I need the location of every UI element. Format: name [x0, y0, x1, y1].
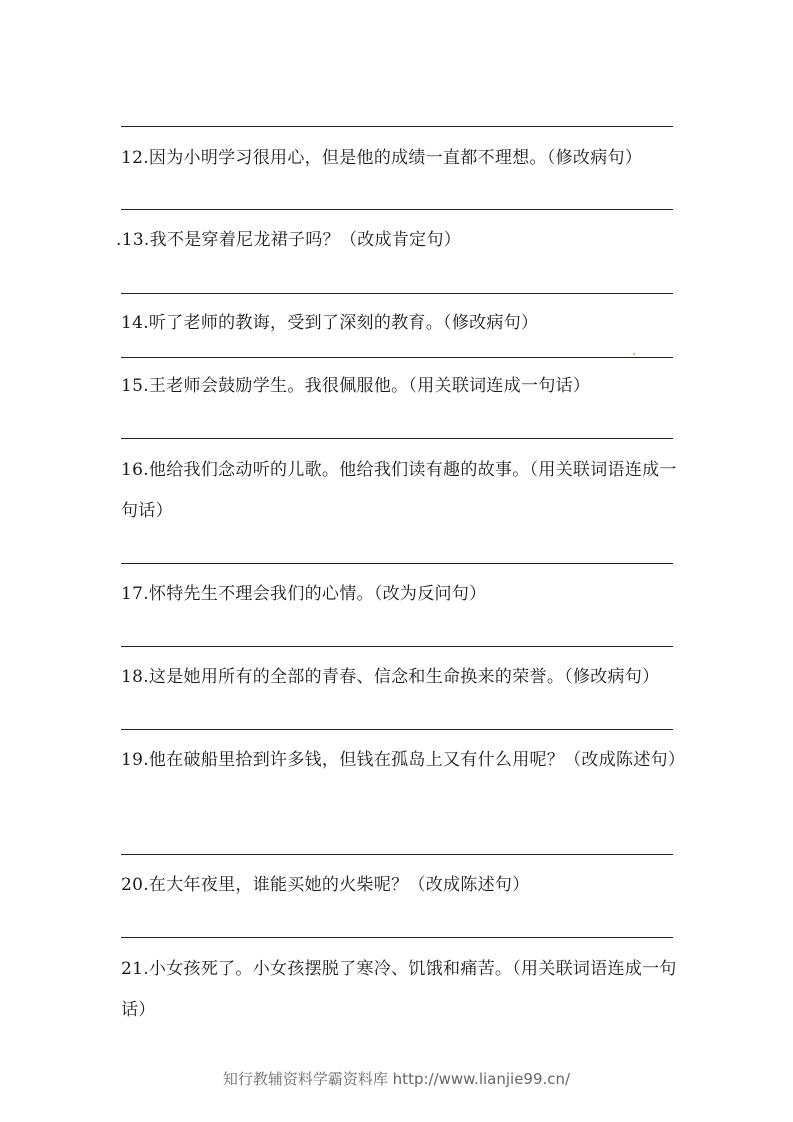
answer-line [121, 563, 673, 564]
footer-watermark: 知行教辅资料学霸资料库 http://www.lianjie99.cn/ [222, 1070, 571, 1088]
question-18: 18.这是她用所有的全部的青春、信念和生命换来的荣誉。（修改病句） [121, 667, 660, 687]
question-17: 17.怀特先生不理会我们的心情。（改为反问句） [121, 584, 487, 604]
answer-line [121, 126, 673, 127]
question-19: 19.他在破船里拾到许多钱，但钱在孤岛上又有什么用呢？（改成陈述句） [121, 750, 686, 770]
answer-line [121, 438, 673, 439]
answer-line [121, 646, 673, 647]
answer-line [121, 854, 673, 855]
speck-mark [633, 353, 635, 355]
question-16: 16.他给我们念动听的儿歌。他给我们读有趣的故事。（用关联词语连成一句话） [121, 460, 677, 521]
question-13: .13.我不是穿着尼龙裙子吗？（改成肯定句） [116, 230, 462, 250]
question-12: 12.因为小明学习很用心，但是他的成绩一直都不理想。（修改病句） [121, 148, 643, 168]
answer-line [121, 729, 673, 730]
question-20: 20.在大年夜里，谁能买她的火柴呢？（改成陈述句） [121, 875, 530, 895]
question-14: 14.听了老师的教诲，受到了深刻的教育。（修改病句） [121, 313, 539, 333]
answer-line [121, 937, 673, 938]
answer-line [121, 209, 673, 210]
answer-line [121, 357, 673, 358]
answer-line [121, 293, 673, 294]
question-21: 21.小女孩死了。小女孩摆脱了寒冷、饥饿和痛苦。（用关联词语连成一句话） [121, 959, 677, 1020]
question-15: 15.王老师会鼓励学生。我很佩服他。（用关联词连成一句话） [121, 376, 591, 396]
